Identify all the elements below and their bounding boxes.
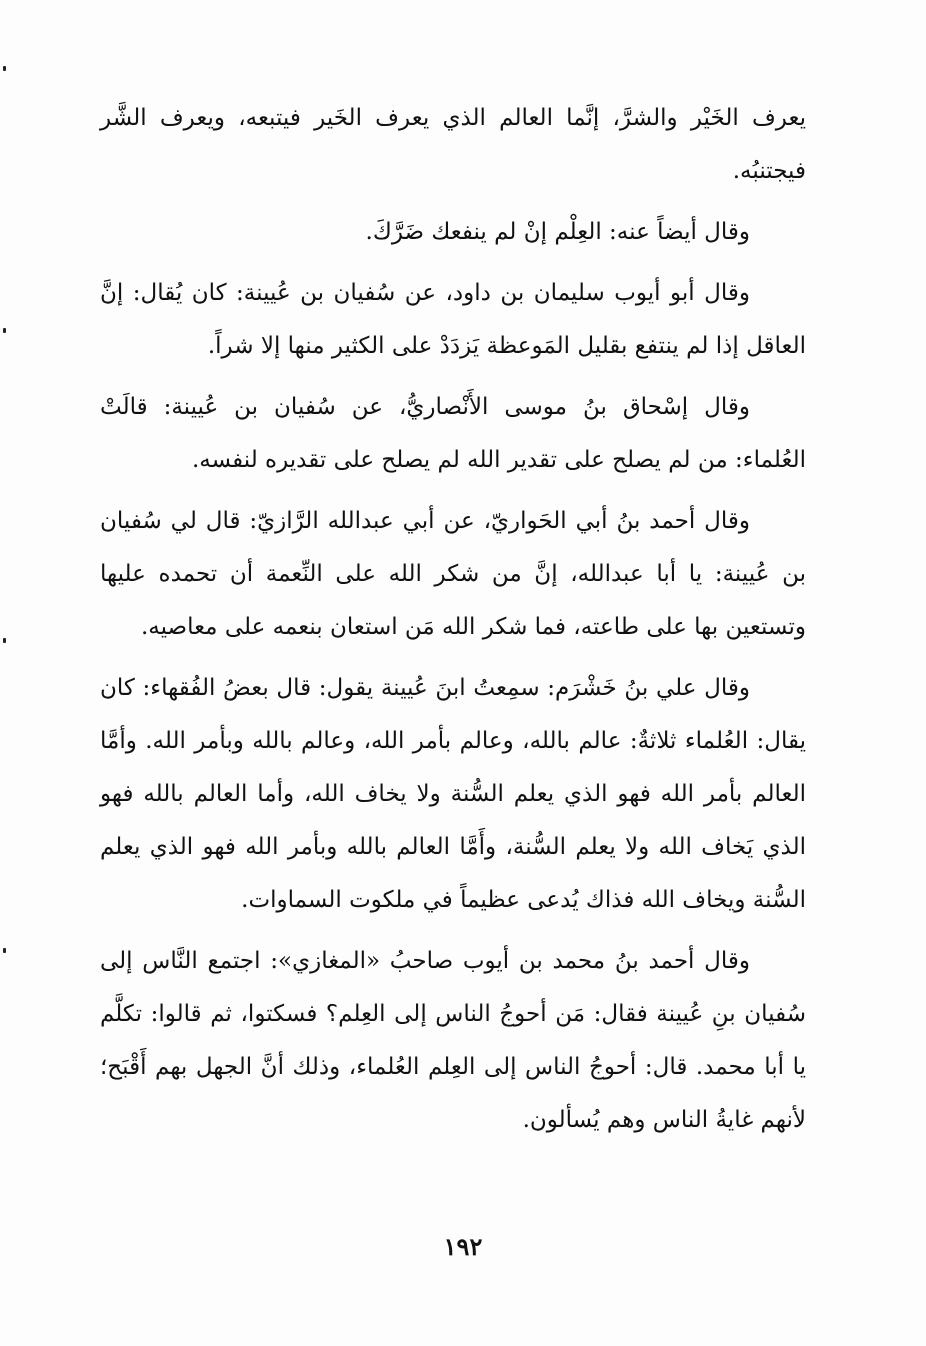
- scan-edge-mark: [3, 948, 6, 953]
- paragraph: وقال أيضاً عنه: العِلْم إنْ لم ينفعك ضَرَّكَ.: [365, 219, 750, 245]
- paragraph: وقال أحمد بنُ محمد بن أيوب صاحبُ «المغازي»: اجتمع النَّاس إلى سُفيان بنِ عُيينة فقال: مَن أحوجُ الناس إلى العِلم؟ فسكتوا، ثم قالوا: تكلَّم يا أبا محمد. قال: أحوجُ الناس إلى العِلم العُلماء، وذلك أنَّ الجهل بهم أَقْبَح؛ لأنهم غايةُ الناس وهم يُسألون.: [100, 948, 806, 1133]
- paragraph: وقال أبو أيوب سليمان بن داود، عن سُفيان بن عُيينة: كان يُقال: إنَّ العاقل إذا لم ينتفع بقليل المَوعظة يَزدَدْ على الكثير منها إلا شراً.: [100, 280, 806, 359]
- paragraph: وقال علي بنُ خَشْرَم: سمِعتُ ابنَ عُيينة يقول: قال بعضُ الفُقهاء: كان يقال: العُلماء ثلاثةٌ: عالم بالله، وعالم بأمر الله، وعالم بالله وبأمر الله. وأمَّا العالم بأمر الله فهو الذي يعلم السُّنة ولا يخاف الله، وأما العالم بالله فهو الذي يَخاف الله ولا يعلم السُّنة، وأَمَّا العالم بالله وبأمر الله فهو الذي يعلم السُّنة ويخاف الله فذاك يُدعى عظيماً في ملكوت السماوات.: [100, 675, 806, 913]
- paragraph: وقال أحمد بنُ أبي الحَواريّ، عن أبي عبدالله الرَّازيّ: قال لي سُفيان بن عُيينة: يا أبا عبدالله، إنَّ من شكر الله على النِّعمة أن تحمده عليها وتستعين بها على طاعته، فما شكر الله مَن استعان بنعمه على معاصيه.: [100, 508, 807, 640]
- paragraph-continuation: يعرف الخَيْر والشرَّ، إنَّما العالم الذي يعرف الخَير فيتبعه، ويعرف الشَّر فيجتنبُه.: [100, 105, 806, 184]
- paragraph: وقال إسْحاق بنُ موسى الأَنْصاريُّ، عن سُفيان بن عُيينة: قالَتْ العُلماء: من لم يصلح على تقدير الله لم يصلح على تقديره لنفسه.: [100, 394, 806, 473]
- scan-edge-mark: [3, 328, 6, 333]
- page-number: ١٩٢: [443, 1232, 483, 1261]
- scan-edge-mark: [3, 638, 6, 643]
- page-body-text: [100, 92, 806, 1155]
- scan-edge-mark: [3, 66, 6, 71]
